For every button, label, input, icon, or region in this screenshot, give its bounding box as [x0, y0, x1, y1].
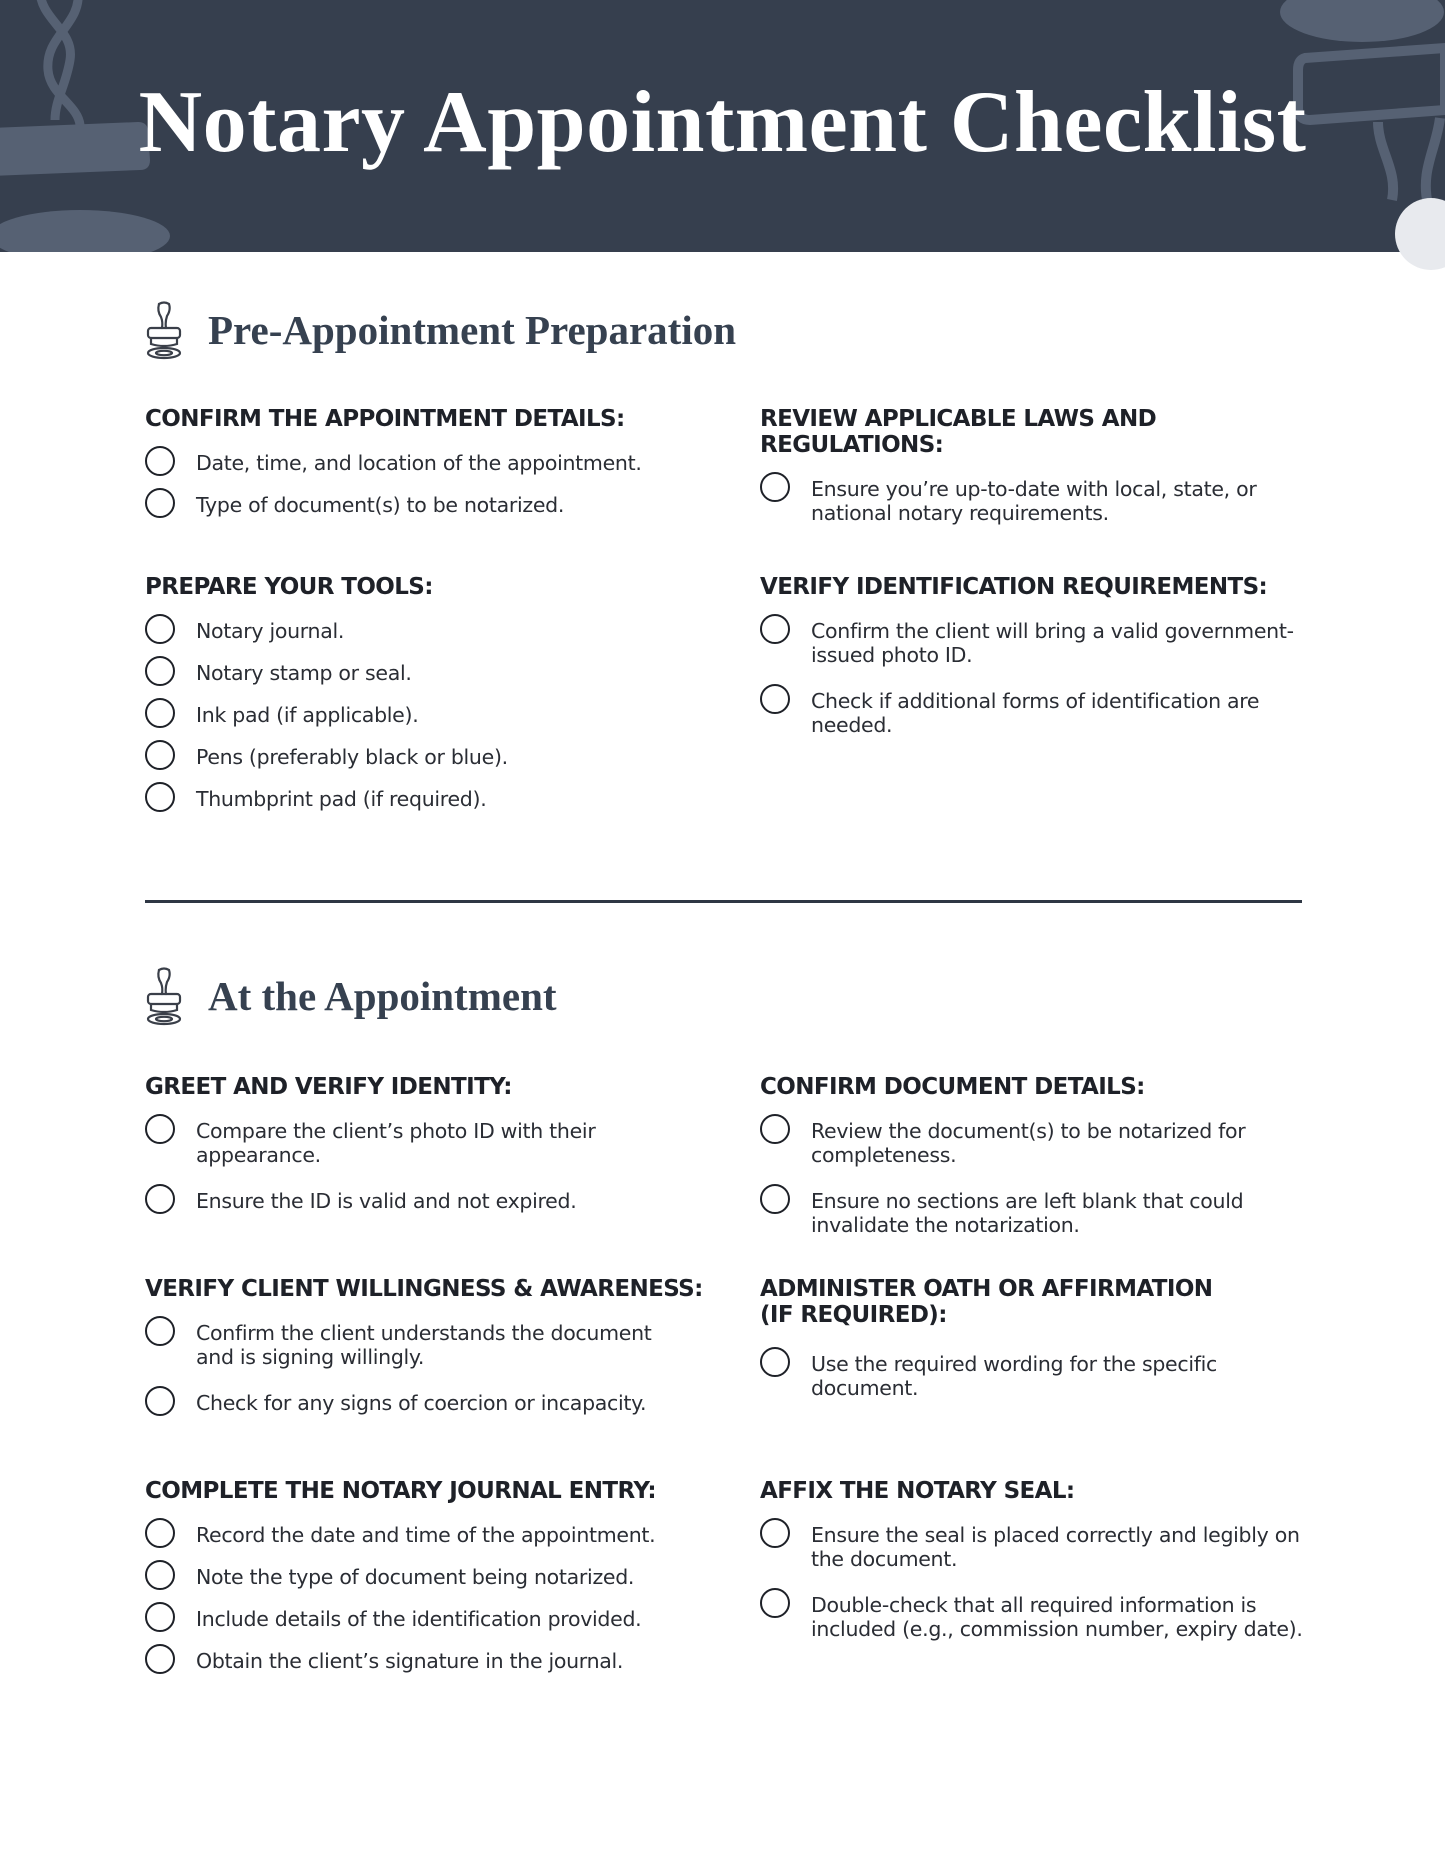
checklist-item	[760, 1352, 1320, 1400]
section-title: Pre-Appointment Preparation	[208, 307, 737, 353]
checkbox[interactable]	[145, 488, 175, 518]
checkbox[interactable]	[145, 614, 175, 644]
checklist-item	[145, 787, 705, 812]
section-header	[142, 966, 557, 1026]
checklist-item	[760, 477, 1320, 525]
group-confirm-appointment	[145, 406, 705, 535]
checklist-item	[145, 703, 705, 728]
section-title: At the Appointment	[208, 973, 557, 1019]
checkbox[interactable]	[145, 656, 175, 686]
item-text: Review the document(s) to be notarized for completeness.	[811, 1119, 1246, 1167]
checklist	[145, 1523, 705, 1674]
checklist-item	[145, 493, 705, 518]
group-confirm-document	[760, 1074, 1320, 1254]
checklist-item	[760, 1189, 1320, 1237]
checklist-item	[145, 1189, 705, 1214]
group-verify-willingness	[145, 1276, 705, 1433]
checkbox[interactable]	[145, 446, 175, 476]
group-prepare-tools	[145, 574, 705, 829]
checkbox[interactable]	[145, 1114, 175, 1144]
item-text: Obtain the client’s signature in the journal.	[196, 1649, 624, 1673]
checkbox[interactable]	[145, 1386, 175, 1416]
checkbox[interactable]	[145, 1560, 175, 1590]
group-administer-oath	[760, 1276, 1320, 1417]
checklist-item	[760, 619, 1320, 667]
group-title: PREPARE YOUR TOOLS:	[145, 574, 433, 600]
checklist-item	[760, 689, 1320, 737]
group-journal-entry	[145, 1478, 705, 1691]
item-text: Include details of the identification provided.	[196, 1607, 642, 1631]
checkbox[interactable]	[145, 1316, 175, 1346]
checklist-item	[145, 1119, 705, 1167]
checklist	[760, 1523, 1320, 1641]
item-text: Check if additional forms of identification are needed.	[811, 689, 1260, 737]
group-verify-identification	[760, 574, 1320, 754]
checkbox[interactable]	[760, 1347, 790, 1377]
checkbox[interactable]	[145, 1644, 175, 1674]
group-title: GREET AND VERIFY IDENTITY:	[145, 1074, 512, 1100]
item-text: Record the date and time of the appointment.	[196, 1523, 656, 1547]
group-title: REVIEW APPLICABLE LAWS AND REGULATIONS:	[760, 406, 1157, 458]
checklist-item	[145, 1321, 705, 1369]
checklist	[760, 477, 1320, 525]
checkbox[interactable]	[760, 684, 790, 714]
checklist-item	[145, 661, 705, 686]
item-text: Ensure you’re up-to-date with local, state, or national notary requirements.	[811, 477, 1257, 525]
checklist	[145, 1119, 705, 1214]
checklist	[760, 1119, 1320, 1237]
checklist-item	[145, 619, 705, 644]
checklist	[760, 1352, 1320, 1400]
group-title: COMPLETE THE NOTARY JOURNAL ENTRY:	[145, 1478, 656, 1504]
header-banner	[0, 0, 1445, 252]
checklist-item	[145, 1565, 705, 1590]
checklist-item	[145, 1391, 705, 1416]
checkbox[interactable]	[145, 782, 175, 812]
checkbox[interactable]	[145, 1184, 175, 1214]
checkbox[interactable]	[760, 614, 790, 644]
checklist	[145, 1321, 705, 1416]
checkbox[interactable]	[760, 1518, 790, 1548]
item-text: Check for any signs of coercion or incapacity.	[196, 1391, 647, 1415]
checklist-item	[145, 1607, 705, 1632]
stamp-icon	[142, 300, 186, 360]
checklist-item	[145, 1523, 705, 1548]
checkbox[interactable]	[760, 1588, 790, 1618]
group-affix-seal	[760, 1478, 1320, 1658]
checkbox[interactable]	[145, 1518, 175, 1548]
group-title: CONFIRM THE APPOINTMENT DETAILS:	[145, 406, 625, 432]
item-text: Note the type of document being notarized.	[196, 1565, 635, 1589]
item-text: Compare the client’s photo ID with their appearance.	[196, 1119, 596, 1167]
group-title: VERIFY IDENTIFICATION REQUIREMENTS:	[760, 574, 1268, 600]
checkbox[interactable]	[145, 698, 175, 728]
checklist-item	[145, 1649, 705, 1674]
group-greet-verify	[145, 1074, 705, 1231]
checklist-item	[760, 1523, 1320, 1571]
group-title: CONFIRM DOCUMENT DETAILS:	[760, 1074, 1145, 1100]
item-text: Use the required wording for the specific document.	[811, 1352, 1218, 1400]
checkbox[interactable]	[760, 472, 790, 502]
checklist-item	[760, 1593, 1320, 1641]
item-text: Confirm the client understands the document and is signing willingly.	[196, 1321, 652, 1369]
group-title: ADMINISTER OATH OR AFFIRMATION (IF REQUIRED):	[760, 1276, 1213, 1328]
checklist-item	[760, 1119, 1320, 1167]
group-title: VERIFY CLIENT WILLINGNESS & AWARENESS:	[145, 1276, 703, 1302]
group-title: AFFIX THE NOTARY SEAL:	[760, 1478, 1075, 1504]
checklist-item	[145, 745, 705, 770]
item-text: Type of document(s) to be notarized.	[196, 493, 565, 517]
item-text: Notary journal.	[196, 619, 345, 643]
group-review-laws	[760, 406, 1320, 542]
checkbox[interactable]	[760, 1114, 790, 1144]
item-text: Ensure the ID is valid and not expired.	[196, 1189, 577, 1213]
item-text: Thumbprint pad (if required).	[196, 787, 487, 811]
item-text: Ensure the seal is placed correctly and legibly on the document.	[811, 1523, 1300, 1571]
checklist-item	[145, 451, 705, 476]
checkbox[interactable]	[145, 740, 175, 770]
item-text: Double-check that all required information is included (e.g., commission number, expiry date).	[811, 1593, 1303, 1641]
item-text: Confirm the client will bring a valid government-issued photo ID.	[811, 619, 1294, 667]
item-text: Notary stamp or seal.	[196, 661, 412, 685]
checkbox[interactable]	[760, 1184, 790, 1214]
stamp-icon	[142, 966, 186, 1026]
item-text: Ink pad (if applicable).	[196, 703, 419, 727]
checklist	[145, 619, 705, 812]
item-text: Pens (preferably black or blue).	[196, 745, 508, 769]
checkbox[interactable]	[145, 1602, 175, 1632]
section-header	[142, 300, 736, 360]
item-text: Ensure no sections are left blank that could invalidate the notarization.	[811, 1189, 1244, 1237]
checklist	[145, 451, 705, 518]
page-title: Notary Appointment Checklist	[138, 74, 1307, 171]
checklist	[760, 619, 1320, 737]
item-text: Date, time, and location of the appointment.	[196, 451, 642, 475]
section-divider	[145, 900, 1302, 903]
